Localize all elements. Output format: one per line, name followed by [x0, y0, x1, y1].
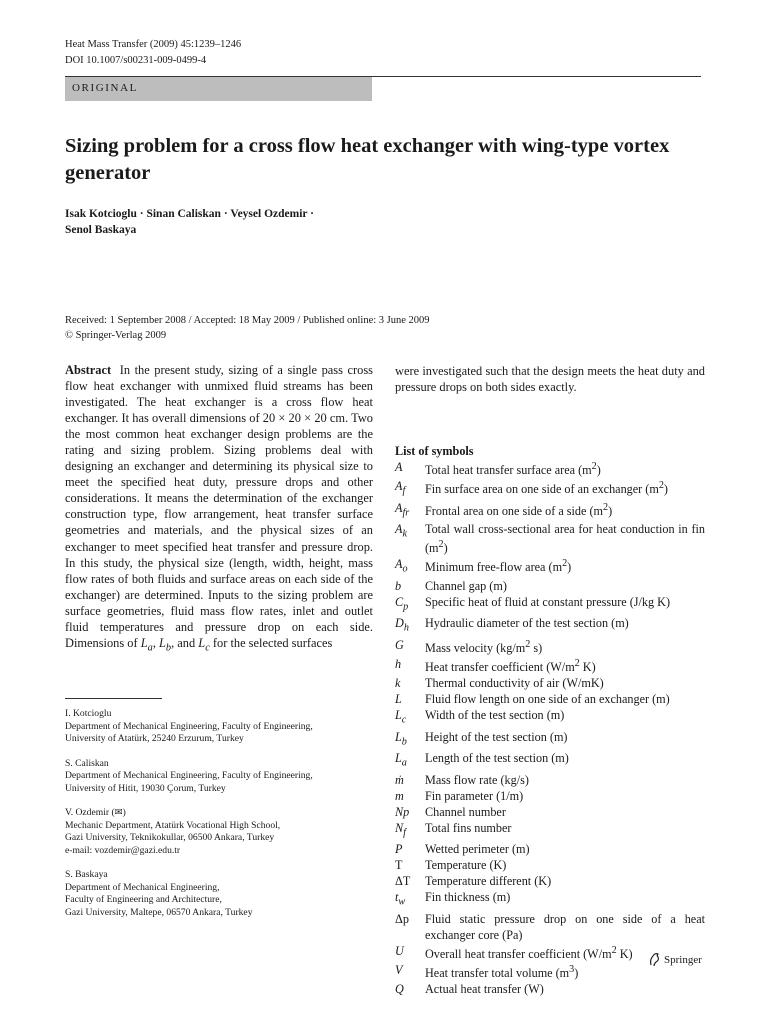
list-of-symbols: [395, 443, 705, 997]
symbol-definition: Total heat transfer surface area $(m^2)$: [425, 461, 601, 478]
dim-la: $L_a$: [140, 635, 153, 654]
symbol: $N_f$: [395, 820, 406, 839]
publication-dates: [65, 313, 705, 343]
abstract-text: In the present study, sizing of a single pass cross flow heat exchanger with unmixed fluid streams has been investigated. The heat exchanger is a cross flow heat exchanger. It has overall dimensions of 20 × 20 × 20 cm. Two the most common heat exchanger design problems are the rating and sizing problem. Sizing problems deal with designing an exchanger and determining its physical size to meet the specified heat duty, pressure drops and other considerations. It means the determination of the exchanger construction type, flow arrangement, heat transfer surface geometries and materials, and the physical sizes of an exchanger to meet specified heat transfer and pressure drop. In this study, the physical size (length, width, height, mass flow rates of both fluids and surface areas on each side of the exchanger) are determined. Inputs to the sizing problem are surface geometries, fluid mass flow rates, inlet and outlet fluid temperatures and pressure drop on each side. Dimensions of: [65, 363, 373, 650]
abstract-text-end: for the selected surfaces: [212, 635, 333, 650]
symbol: $A_{fr}$: [395, 500, 410, 519]
symbol-definition: Specific heat of fluid at constant pressure (J/kg K): [425, 594, 671, 609]
symbol: $A_f$: [395, 479, 406, 497]
symbol-definition: Thermal conductivity of air (W/mK): [425, 675, 604, 690]
affiliation-line: Mechanic Department, Atatürk Vocational High School,: [65, 819, 281, 831]
symbol: P: [395, 842, 403, 857]
symbol-definition: Actual heat transfer (W): [425, 982, 544, 997]
abstract-heading: Abstract: [65, 363, 112, 377]
symbol-row: [395, 804, 705, 820]
symbol: ṁ: [395, 772, 404, 787]
affiliation-author: V. Ozdemir (✉): [65, 807, 126, 818]
symbol-definition: Wetted perimeter (m): [425, 842, 530, 857]
affiliation-rule: [65, 698, 162, 699]
article-type-banner: [65, 77, 372, 101]
symbol-definition: Heat transfer coefficient ($W/m^2$ K): [425, 657, 596, 674]
symbol: L: [395, 692, 402, 706]
symbol: $t_w$: [395, 890, 406, 908]
symbol: $L_c$: [395, 708, 407, 726]
symbol-row: [395, 556, 705, 577]
symbol-definition: Width of the test section (m): [425, 708, 565, 723]
affiliation-block: [65, 758, 375, 796]
article-type-label: ORIGINAL: [72, 82, 138, 94]
affiliation-block: [65, 869, 375, 919]
symbol-row: [395, 478, 705, 499]
symbol: $A_o$: [395, 557, 408, 575]
symbol: $A_k$: [395, 522, 407, 540]
symbol: Q: [395, 982, 404, 997]
affiliations: [65, 708, 375, 931]
symbol: h: [395, 656, 402, 671]
publisher-footer: [648, 952, 702, 967]
symbol: k: [395, 675, 401, 690]
symbol: A: [395, 460, 403, 474]
symbol-definition: Minimum free-flow area $(m^2)$: [425, 558, 572, 575]
symbol: G: [395, 637, 404, 652]
affiliation-line: Gazi University, Maltepe, 06570 Ankara, Turkey: [65, 906, 253, 918]
journal-citation: Heat Mass Transfer (2009) 45:1239–1246: [65, 39, 242, 50]
symbol-definition: Height of the test section (m): [425, 729, 568, 744]
affiliation-author: I. Kotcioglu: [65, 708, 112, 719]
affiliation-line: University of Hitit, 19030 Çorum, Turkey: [65, 782, 226, 794]
doi: DOI 10.1007/s00231-009-0499-4: [65, 55, 207, 66]
symbol-row: [395, 841, 705, 857]
affiliation-line: Department of Mechanical Engineering,: [65, 881, 220, 893]
symbol-definition: Temperature different (K): [425, 874, 552, 889]
publisher-name: Springer: [664, 953, 702, 966]
symbol-definition: Overall heat transfer coefficient ($W/m^2$ K): [425, 944, 633, 961]
symbol-row: [395, 521, 705, 556]
abstract-continuation: were investigated such that the design meets the heat duty and pressure drops on both sides exactly.: [395, 364, 705, 395]
symbol-row: [395, 729, 705, 750]
symbol-row: [395, 750, 705, 771]
symbol-definition: Hydraulic diameter of the test section (m): [425, 616, 629, 631]
symbol-row: [395, 500, 705, 521]
symbol: Δp: [395, 911, 409, 926]
symbol-row: [395, 889, 705, 910]
symbol-row: [395, 857, 705, 873]
affiliation-author: S. Caliskan: [65, 757, 109, 769]
authors-line-1: Isak Kotcioglu · Sinan Caliskan · Veysel Ozdemir ·: [65, 208, 315, 220]
symbol-definition: Length of the test section (m): [425, 751, 569, 766]
symbol: V: [395, 962, 403, 977]
abstract: Abstract In the present study, sizing of a single pass cross flow heat exchanger with unmixed fluid streams has been investigated. The heat exchanger is a cross flow heat exchanger. It has overall dimensions of 20 × 20 × 20 cm. Two the most common heat exchanger design problems are the rating and sizing problem. Sizing problems deal with designing an exchanger and determining its physical size to meet the specified heat duty, pressure drops and other considerations. It means the determination of the exchanger construction type, flow arrangement, heat transfer surface geometries and materials, and the physical sizes of an exchanger to meet specified heat transfer and pressure drop. In this study, the physical size (length, width, height, mass flow rates of both fluids and surface areas on each side of the exchanger) are determined. Inputs to the sizing problem are surface geometries, fluid mass flow rates, inlet and outlet fluid temperatures and pressure drop on each side. Dimensions of $L_a$, $L_b$, and $L_c$ for the selected surfaces: [65, 363, 373, 654]
symbols-table: [395, 459, 705, 997]
symbol: ΔT: [395, 874, 411, 889]
symbol-row: [395, 675, 705, 691]
springer-horse-icon: [648, 952, 661, 967]
symbol-definition: Fluid static pressure drop on one side of a heat exchanger core (Pa): [425, 911, 705, 942]
symbol-row: [395, 873, 705, 889]
symbol-definition: Heat transfer total volume $(m^3)$: [425, 963, 579, 981]
affiliation-line: e-mail: vozdemir@gazi.edu.tr: [65, 844, 181, 856]
affiliation-author: S. Baskaya: [65, 869, 108, 880]
symbol: T: [395, 858, 403, 873]
symbol-row: [395, 820, 705, 841]
symbol-row: [395, 911, 705, 943]
symbol-row: [395, 578, 705, 594]
symbol: m: [395, 788, 404, 803]
symbol-row: [395, 707, 705, 728]
symbol-definition: Frontal area on one side of a side $(m^2)$: [425, 501, 613, 518]
affiliation-line: University of Atatürk, 25240 Erzurum, Turkey: [65, 733, 244, 744]
authors-line-2: Senol Baskaya: [65, 224, 137, 236]
affiliation-line: Department of Mechanical Engineering, Faculty of Engineering,: [65, 770, 313, 781]
author-list: [65, 206, 385, 238]
copyright-line: © Springer-Verlag 2009: [65, 330, 167, 341]
dim-lb: $L_b$: [159, 635, 172, 654]
symbol-row: [395, 656, 705, 675]
symbol: $L_b$: [395, 729, 407, 747]
symbol-definition: Total fins number: [425, 820, 512, 835]
affiliation-block: [65, 708, 375, 746]
paper-title: Sizing problem for a cross flow heat exchanger with wing-type vortex generator: [65, 135, 670, 184]
symbol-row: [395, 615, 705, 636]
symbol-definition: Channel gap (m): [425, 578, 507, 593]
symbol: $C_p$: [395, 594, 409, 613]
symbol-definition: Fin surface area on one side of an exchanger $(m^2)$: [425, 480, 668, 497]
affiliation-line: Department of Mechanical Engineering, Faculty of Engineering,: [65, 720, 313, 732]
symbol-row: [395, 981, 705, 997]
symbols-heading: List of symbols: [395, 444, 474, 458]
symbol-definition: Mass flow rate (kg/s): [425, 772, 529, 787]
symbol-row: [395, 459, 705, 478]
symbol-row: [395, 772, 705, 788]
symbol-definition: Temperature (K): [425, 858, 507, 873]
affiliation-line: Gazi University, Teknikokullar, 06500 Ankara, Turkey: [65, 832, 275, 843]
affiliation-line: Faculty of Engineering and Architecture,: [65, 894, 222, 905]
symbol-definition: Fin parameter (1/m): [425, 788, 524, 803]
symbol-definition: Mass velocity ($kg/m^2$ s): [425, 638, 543, 655]
symbol-definition: Total wall cross-sectional area for heat conduction in fin $(m^2)$: [425, 522, 705, 556]
symbol: Np: [395, 804, 410, 819]
symbol-row: [395, 691, 705, 707]
symbol: $D_h$: [395, 616, 409, 634]
symbol: U: [395, 943, 404, 958]
received-line: Received: 1 September 2008 / Accepted: 18 May 2009 / Published online: 3 June 2009: [65, 315, 430, 326]
symbol-definition: Fin thickness (m): [425, 890, 511, 905]
journal-header: [65, 37, 241, 69]
affiliation-block: [65, 807, 375, 857]
symbol: $L_a$: [395, 751, 407, 769]
symbol-row: [395, 594, 705, 615]
symbol-definition: Channel number: [425, 804, 506, 819]
symbol-row: [395, 637, 705, 656]
dim-lc: $L_c$: [198, 635, 210, 654]
symbol-row: [395, 788, 705, 804]
symbol: b: [395, 578, 402, 593]
symbol-definition: Fluid flow length on one side of an exchanger (m): [425, 692, 670, 706]
